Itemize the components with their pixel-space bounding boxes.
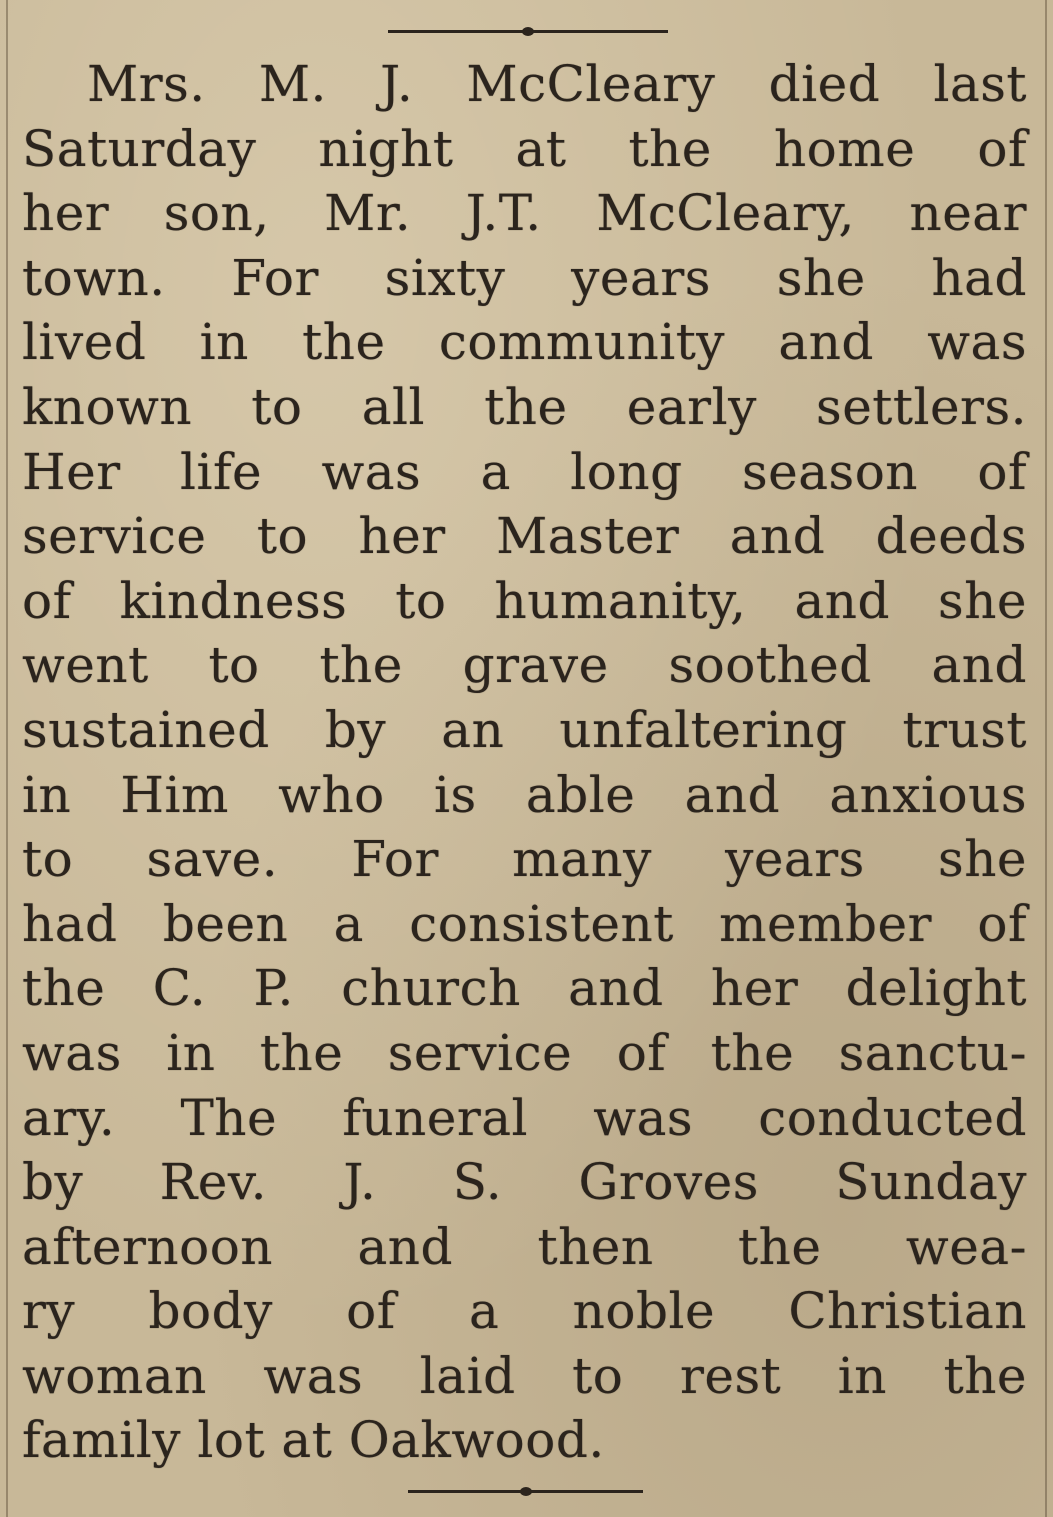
- article-line: by Rev. J. S. Groves Sunday: [22, 1153, 1027, 1212]
- article-line: known to all the early settlers.: [22, 377, 1027, 436]
- article-line: sustained by an unfaltering trust: [22, 700, 1027, 759]
- article-line: went to the grave soothed and: [22, 636, 1027, 695]
- article-line: was in the service of the sanctu-: [22, 1023, 1027, 1082]
- article-line: town. For sixty years she had: [22, 248, 1027, 307]
- bottom-divider-rule: [408, 1490, 643, 1493]
- article-line: of kindness to humanity, and she: [22, 571, 1027, 630]
- article-line: to save. For many years she: [22, 830, 1027, 889]
- article-line: woman was laid to rest in the: [22, 1346, 1027, 1405]
- article-line: Saturday night at the home of: [22, 119, 1027, 178]
- top-divider-rule: [388, 30, 668, 33]
- article-line: the C. P. church and her delight: [22, 959, 1027, 1018]
- article-line: her son, Mr. J.T. McCleary, near: [22, 184, 1027, 243]
- column-rule-left: [6, 0, 8, 1517]
- article-line: ary. The funeral was conducted: [22, 1088, 1027, 1147]
- article-line: service to her Master and deeds: [22, 507, 1027, 566]
- cropped-heading-fragment: [360, 0, 780, 2]
- article-line: ry body of a noble Christian: [22, 1282, 1027, 1341]
- article-line: Her life was a long season of: [22, 442, 1027, 501]
- article-line: lived in the community and was: [22, 313, 1027, 372]
- obituary-article: [22, 52, 1027, 1473]
- article-line: in Him who is able and anxious: [22, 765, 1027, 824]
- article-line: had been a consistent member of: [22, 894, 1027, 953]
- article-line: family lot at Oakwood.: [22, 1411, 605, 1470]
- column-rule-right: [1045, 0, 1047, 1517]
- article-line: afternoon and then the wea-: [22, 1217, 1027, 1276]
- article-line: Mrs. M. J. McCleary died last: [87, 55, 1027, 113]
